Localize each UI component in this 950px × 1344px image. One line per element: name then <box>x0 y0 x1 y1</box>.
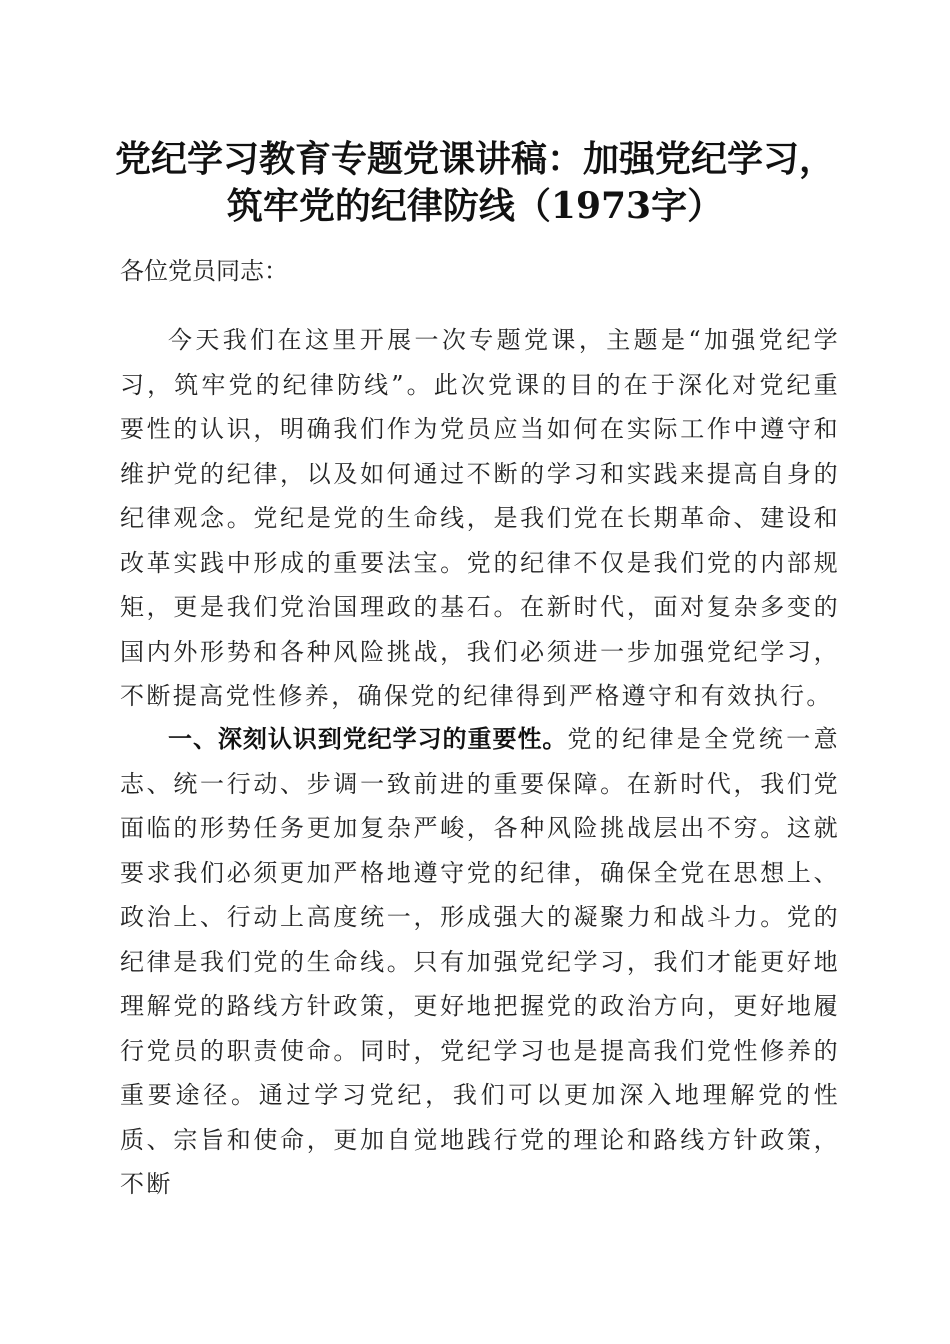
document-title-line-1: 党纪学习教育专题党课讲稿：加强党纪学习， <box>114 138 835 180</box>
section-1-heading: 一、深刻认识到党纪学习的重要性。 <box>168 725 568 753</box>
document-title-line-2: 筑牢党的纪律防线（1973字） <box>226 185 724 227</box>
section-1-paragraph <box>120 717 840 1207</box>
section-1-body: 党的纪律是全党统一意志、统一行动、步调一致前进的重要保障。在新时代，我们党面临的形势任务更加复杂严峻，各种风险挑战层出不穷。这就要求我们必须更加严格地遵守党的纪律，确保全党在思想上、政治上、行动上高度统一，形成强大的凝聚力和战斗力。党的纪律是我们党的生命线。只有加强党纪学习，我们才能更好地理解党的路线方针政策，更好地把握党的政治方向，更好地履行党员的职责使命。同时，党纪学习也是提高我们党性修养的重要途径。通过学习党纪，我们可以更加深入地理解党的性质、宗旨和使命，更加自觉地践行党的理论和路线方针政策，不断 <box>120 725 840 1198</box>
intro-paragraph: 今天我们在这里开展一次专题党课，主题是“加强党纪学习，筑牢党的纪律防线”。此次党课的目的在于深化对党纪重要性的认识，明确我们作为党员应当如何在实际工作中遵守和维护党的纪律，以及如何通过不断的学习和实践来提高自身的纪律观念。党纪是党的生命线，是我们党在长期革命、建设和改革实践中形成的重要法宝。党的纪律不仅是我们党的内部规矩，更是我们党治国理政的基石。在新时代，面对复杂多变的国内外形势和各种风险挑战，我们必须进一步加强党纪学习，不断提高党性修养，确保党的纪律得到严格遵守和有效执行。 <box>120 326 840 710</box>
salutation: 各位党员同志： <box>120 257 288 285</box>
